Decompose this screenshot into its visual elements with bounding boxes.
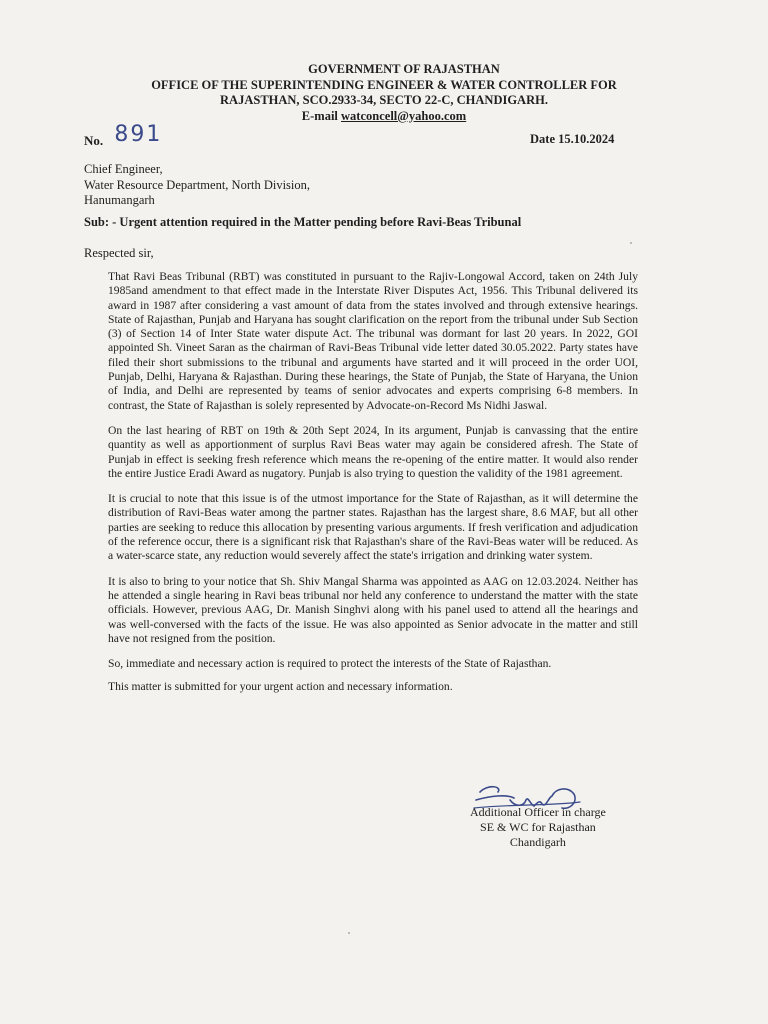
paragraph-6: This matter is submitted for your urgent action and necessary information.	[108, 680, 453, 694]
paragraph-5: So, immediate and necessary action is required to protect the interests of the State of Rajasthan.	[108, 657, 552, 671]
letter-date: Date 15.10.2024	[530, 132, 615, 146]
paragraph-4: It is also to bring to your notice that Sh. Shiv Mangal Sharma was appointed as AAG on 12.03.2024. Neither has he attended a single hearing in Ravi beas tribunal nor held any conference to understand the matter with the state officials. However, previous AAG, Dr. Manish Singhvi along with his panel used to attend all the hearings and was well-conversed with the facts of the issue. He was also appointed as Senior advocate in the matter and still have not resigned from the position.	[108, 574, 638, 645]
email-link[interactable]: watconcell@yahoo.com	[341, 108, 467, 123]
recipient-line-3: Hanumangarh	[84, 193, 155, 207]
letter-body	[108, 270, 638, 704]
signatory-place: Chandigarh	[509, 835, 566, 849]
salutation: Respected sir,	[84, 246, 154, 260]
signatory-title: Additional Officer in charge	[470, 805, 606, 819]
subject-line: Sub: - Urgent attention required in the Matter pending before Ravi-Beas Tribunal	[84, 215, 522, 229]
paragraph-3: It is crucial to note that this issue is of the utmost importance for the State of Rajasthan, as it will determine the distribution of Ravi-Beas water among the partner states. Rajasthan has the largest share, 8.6 MAF, but all other parties are seeking to reduce this allocation by presenting various arguments. If fresh verification and adjudication of the reference occur, there is a significant risk that Rajasthan's share of the Ravi-Beas water will be reduced. As a water-scarce state, any reduction would severely affect the state's irrigation and drinking water system.	[108, 492, 638, 563]
signature-block	[470, 805, 606, 850]
paper-speck	[630, 242, 632, 244]
letterhead-line-2: OFFICE OF THE SUPERINTENDING ENGINEER & WATER CONTROLLER FOR	[151, 77, 617, 92]
paragraph-1: That Ravi Beas Tribunal (RBT) was constituted in pursuant to the Rajiv-Longowal Accord, taken on 24th July 1985and amendment to that effect made in the Interstate River Disputes Act, 1956. This Tribunal delivered its award in 1987 after considering a vast amount of data from the states involved and through extensive hearings. State of Rajasthan, Punjab and Haryana has sought clarification on the report from the tribunal under Sub Section (3) of Section 14 of Inter State water dispute Act. The tribunal was dormant for last 20 years. In 2022, GOI appointed Sh. Vineet Saran as the chairman of Ravi-Beas Tribunal vide letter dated 30.05.2022. Party states have filed their short submissions to the tribunal and arguments have started and it will proceed in the order UOI, Punjab, Delhi, Haryana & Rajasthan. During these hearings, the State of Punjab, the State of Haryana, the Union of India, and Delhi are represented by teams of senior advocates and experts comprising 6-8 members. In contrast, the State of Rajasthan is solely represented by Advocate-on-Record Ms Nidhi Jaswal.	[108, 270, 638, 412]
email-label: E-mail	[301, 108, 338, 123]
recipient-line-1: Chief Engineer,	[84, 162, 163, 176]
letter-number	[84, 122, 163, 151]
recipient-address	[84, 162, 310, 209]
paragraph-2: On the last hearing of RBT on 19th & 20th Sept 2024, In its argument, Punjab is canvassing that the entire quantity as well as apportionment of surplus Ravi Beas water may again be considered afresh. The State of Punjab in effect is seeking fresh reference which means the re-opening of the entire matter. It would also render the entire Justice Eradi Award as nugatory. Punjab is also trying to question the validity of the 1981 agreement.	[108, 423, 638, 480]
paper-speck	[348, 932, 350, 934]
letter-number-handwritten: 891	[114, 122, 163, 147]
letterhead	[0, 62, 768, 124]
recipient-line-2: Water Resource Department, North Division,	[84, 177, 311, 192]
letterhead-line-3: RAJASTHAN, SCO.2933-34, SECTO 22-C, CHANDIGARH.	[220, 93, 548, 107]
signatory-office: SE & WC for Rajasthan	[480, 820, 596, 834]
letterhead-line-1: GOVERNMENT OF RAJASTHAN	[308, 62, 500, 76]
letter-number-label: No.	[84, 133, 104, 148]
